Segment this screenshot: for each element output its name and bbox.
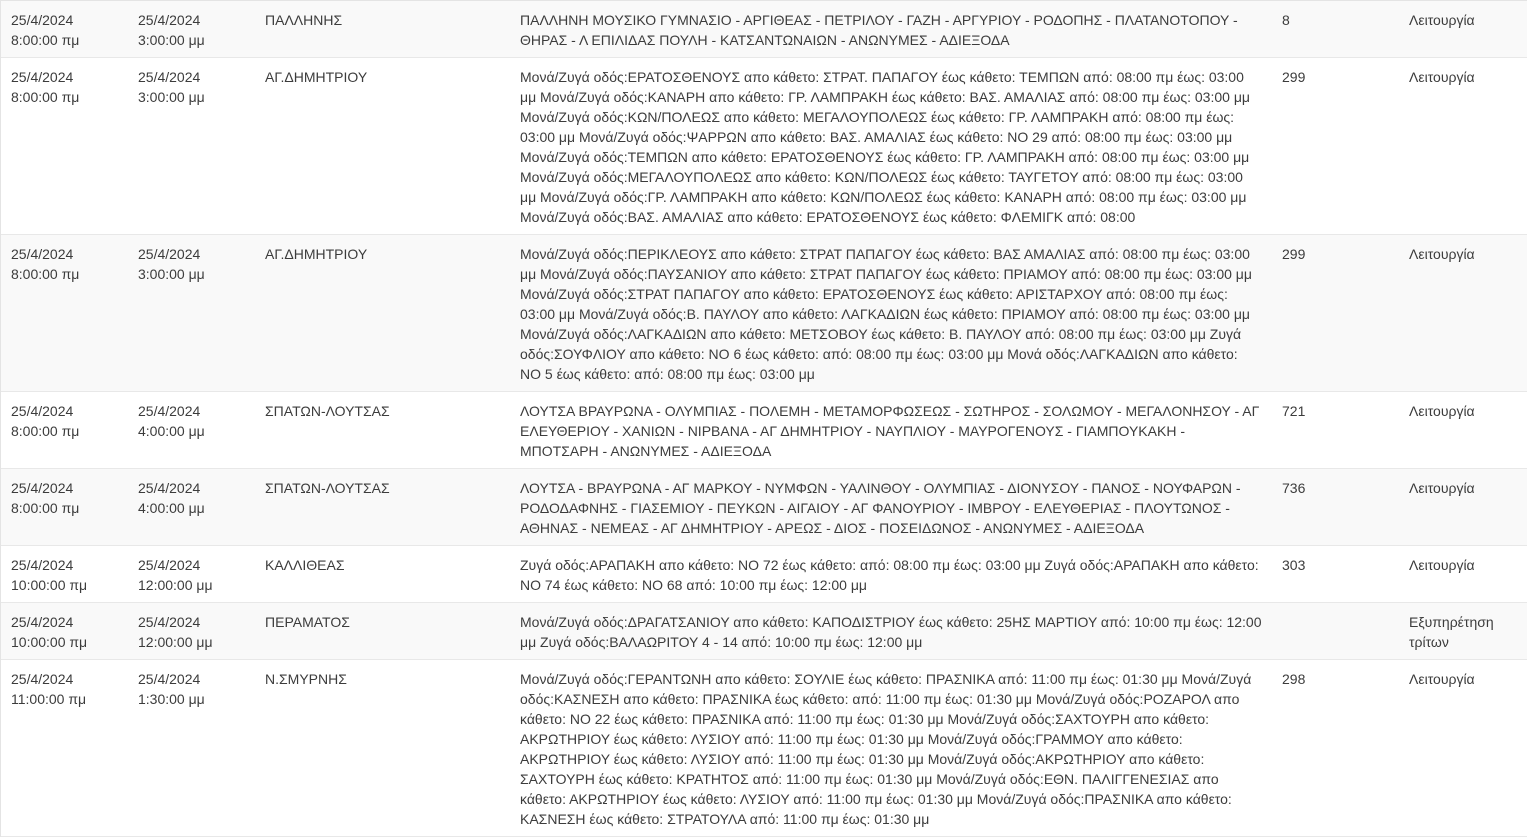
end-datetime-cell bbox=[128, 1, 255, 58]
status-cell: Λειτουργία bbox=[1399, 58, 1527, 235]
table-row bbox=[1, 392, 1527, 469]
start-datetime-cell bbox=[1, 603, 128, 660]
start-datetime-cell bbox=[1, 58, 128, 235]
end-time: 3:00:00 μμ bbox=[138, 32, 205, 48]
start-date: 25/4/2024 bbox=[11, 480, 74, 496]
table-row bbox=[1, 660, 1527, 837]
streets-cell: Μονά/Ζυγά οδός:ΔΡΑΓΑΤΣΑΝΙΟΥ απο κάθετο: ΚΑΠΟΔΙΣΤΡΙΟΥ έως κάθετο: 25ΗΣ ΜΑΡΤΙΟΥ από: 10:00 πμ έως: 12:00 μμ Ζυγά οδός:ΒΑΛΑΩΡΙΤΟΥ 4 - 14 από: 10:00 πμ έως: 12:00 μμ bbox=[510, 603, 1272, 660]
table-row bbox=[1, 546, 1527, 603]
end-date: 25/4/2024 bbox=[138, 69, 201, 85]
table-row bbox=[1, 58, 1527, 235]
end-time: 12:00:00 μμ bbox=[138, 634, 213, 650]
start-date: 25/4/2024 bbox=[11, 671, 74, 687]
table-row bbox=[1, 603, 1527, 660]
area-cell: ΑΓ.ΔΗΜΗΤΡΙΟΥ bbox=[255, 235, 510, 392]
number-cell: 8 bbox=[1272, 1, 1399, 58]
end-date: 25/4/2024 bbox=[138, 614, 201, 630]
number-cell: 721 bbox=[1272, 392, 1399, 469]
start-datetime-cell bbox=[1, 392, 128, 469]
area-cell: ΠΑΛΛΗΝΗΣ bbox=[255, 1, 510, 58]
start-datetime-cell bbox=[1, 469, 128, 546]
start-date: 25/4/2024 bbox=[11, 403, 74, 419]
status-cell: Λειτουργία bbox=[1399, 546, 1527, 603]
end-time: 1:30:00 μμ bbox=[138, 691, 205, 707]
start-datetime-cell bbox=[1, 660, 128, 837]
number-cell bbox=[1272, 603, 1399, 660]
start-time: 10:00:00 πμ bbox=[11, 634, 88, 650]
end-date: 25/4/2024 bbox=[138, 480, 201, 496]
start-date: 25/4/2024 bbox=[11, 246, 74, 262]
area-cell: ΑΓ.ΔΗΜΗΤΡΙΟΥ bbox=[255, 58, 510, 235]
number-cell: 303 bbox=[1272, 546, 1399, 603]
outage-table bbox=[1, 1, 1527, 837]
streets-cell: Μονά/Ζυγά οδός:ΠΕΡΙΚΛΕΟΥΣ απο κάθετο: ΣΤΡΑΤ ΠΑΠΑΓΟΥ έως κάθετο: ΒΑΣ ΑΜΑΛΙΑΣ από: 08:00 πμ έως: 03:00 μμ Μονά/Ζυγά οδός:ΠΑΥΣΑΝΙΟΥ απο κάθετο: ΣΤΡΑΤ ΠΑΠΑΓΟΥ έως κάθετο: ΠΡΙΑΜΟΥ από: 08:00 πμ έως: 03:00 μμ Μονά/Ζυγά οδός:ΣΤΡΑΤ ΠΑΠΑΓΟΥ απο κάθετο: ΕΡΑΤΟΣΘΕΝΟΥΣ έως κάθετο: ΑΡΙΣΤΑΡΧΟΥ από: 08:00 πμ έως: 03:00 μμ Μονά/Ζυγά οδός:Β. ΠΑΥΛΟΥ απο κάθετο: ΛΑΓΚΑΔΙΩΝ έως κάθετο: ΠΡΙΑΜΟΥ από: 08:00 πμ έως: 03:00 μμ Μονά/Ζυγά οδός:ΛΑΓΚΑΔΙΩΝ απο κάθετο: ΜΕΤΣΟΒΟΥ έως κάθετο: Β. ΠΑΥΛΟΥ από: 08:00 πμ έως: 03:00 μμ Ζυγά οδός:ΣΟΥΦΛΙΟΥ απο κάθετο: ΝΟ 6 έως κάθετο: από: 08:00 πμ έως: 03:00 μμ Μονά οδός:ΛΑΓΚΑΔΙΩΝ απο κάθετο: ΝΟ 5 έως κάθετο: από: 08:00 πμ έως: 03:00 μμ bbox=[510, 235, 1272, 392]
streets-cell: Μονά/Ζυγά οδός:ΕΡΑΤΟΣΘΕΝΟΥΣ απο κάθετο: ΣΤΡΑΤ. ΠΑΠΑΓΟΥ έως κάθετο: ΤΕΜΠΩΝ από: 08:00 πμ έως: 03:00 μμ Μονά/Ζυγά οδός:ΚΑΝΑΡΗ απο κάθετο: ΓΡ. ΛΑΜΠΡΑΚΗ έως κάθετο: ΒΑΣ. ΑΜΑΛΙΑΣ από: 08:00 πμ έως: 03:00 μμ Μονά/Ζυγά οδός:ΚΩΝ/ΠΟΛΕΩΣ απο κάθετο: ΜΕΓΑΛΟΥΠΟΛΕΩΣ έως κάθετο: ΓΡ. ΛΑΜΠΡΑΚΗ από: 08:00 πμ έως: 03:00 μμ Μονά/Ζυγά οδός:ΨΑΡΡΩΝ απο κάθετο: ΒΑΣ. ΑΜΑΛΙΑΣ έως κάθετο: ΝΟ 29 από: 08:00 πμ έως: 03:00 μμ Μονά/Ζυγά οδός:ΤΕΜΠΩΝ απο κάθετο: ΕΡΑΤΟΣΘΕΝΟΥΣ έως κάθετο: ΓΡ. ΛΑΜΠΡΑΚΗ από: 08:00 πμ έως: 03:00 μμ Μονά/Ζυγά οδός:ΜΕΓΑΛΟΥΠΟΛΕΩΣ απο κάθετο: ΚΩΝ/ΠΟΛΕΩΣ έως κάθετο: ΤΑΥΓΕΤΟΥ από: 08:00 πμ έως: 03:00 μμ Μονά/Ζυγά οδός:ΓΡ. ΛΑΜΠΡΑΚΗ απο κάθετο: ΚΩΝ/ΠΟΛΕΩΣ έως κάθετο: ΚΑΝΑΡΗ από: 08:00 πμ έως: 03:00 μμ Μονά/Ζυγά οδός:ΒΑΣ. ΑΜΑΛΙΑΣ απο κάθετο: ΕΡΑΤΟΣΘΕΝΟΥΣ έως κάθετο: ΦΛΕΜΙΓΚ από: 08:00 bbox=[510, 58, 1272, 235]
end-date: 25/4/2024 bbox=[138, 403, 201, 419]
streets-cell: ΛΟΥΤΣΑ ΒΡΑΥΡΩΝΑ - ΟΛΥΜΠΙΑΣ - ΠΟΛΕΜΗ - ΜΕΤΑΜΟΡΦΩΣΕΩΣ - ΣΩΤΗΡΟΣ - ΣΟΛΩΜΟΥ - ΜΕΓΑΛΟΝΗΣΟΥ - ΑΓ ΕΛΕΥΘΕΡΙΟΥ - ΧΑΝΙΩΝ - ΝΙΡΒΑΝΑ - ΑΓ ΔΗΜΗΤΡΙΟΥ - ΝΑΥΠΛΙΟΥ - ΜΑΥΡΟΓΕΝΟΥΣ - ΓΙΑΜΠΟΥΚΑΚΗ - ΜΠΟΤΣΑΡΗ - ΑΝΩΝΥΜΕΣ - ΑΔΙΕΞΟΔΑ bbox=[510, 392, 1272, 469]
table-row bbox=[1, 235, 1527, 392]
streets-cell: Μονά/Ζυγά οδός:ΓΕΡΑΝΤΩΝΗ απο κάθετο: ΣΟΥΛΙΕ έως κάθετο: ΠΡΑΣΝΙΚΑ από: 11:00 πμ έως: 01:30 μμ Μονά/Ζυγά οδός:ΚΑΣΝΕΣΗ απο κάθετο: ΠΡΑΣΝΙΚΑ έως κάθετο: από: 11:00 πμ έως: 01:30 μμ Μονά/Ζυγά οδός:ΡΟΖΑΡΟΛ απο κάθετο: ΝΟ 22 έως κάθετο: ΠΡΑΣΝΙΚΑ από: 11:00 πμ έως: 01:30 μμ Μονά/Ζυγά οδός:ΣΑΧΤΟΥΡΗ απο κάθετο: ΑΚΡΩΤΗΡΙΟΥ έως κάθετο: ΛΥΣΙΟΥ από: 11:00 πμ έως: 01:30 μμ Μονά/Ζυγά οδός:ΓΡΑΜΜΟΥ απο κάθετο: ΑΚΡΩΤΗΡΙΟΥ έως κάθετο: ΛΥΣΙΟΥ από: 11:00 πμ έως: 01:30 μμ Μονά/Ζυγά οδός:ΑΚΡΩΤΗΡΙΟΥ απο κάθετο: ΣΑΧΤΟΥΡΗ έως κάθετο: ΚΡΑΤΗΤΟΣ από: 11:00 πμ έως: 01:30 μμ Μονά/Ζυγά οδός:ΕΘΝ. ΠΑΛΙΓΓΕΝΕΣΙΑΣ απο κάθετο: ΑΚΡΩΤΗΡΙΟΥ έως κάθετο: ΛΥΣΙΟΥ από: 11:00 πμ έως: 01:30 μμ Μονά/Ζυγά οδός:ΠΡΑΣΝΙΚΑ απο κάθετο: ΚΑΣΝΕΣΗ έως κάθετο: ΣΤΡΑΤΟΥΛΑ από: 11:00 πμ έως: 01:30 μμ bbox=[510, 660, 1272, 837]
start-datetime-cell bbox=[1, 235, 128, 392]
start-date: 25/4/2024 bbox=[11, 614, 74, 630]
status-cell: Λειτουργία bbox=[1399, 392, 1527, 469]
status-cell: Λειτουργία bbox=[1399, 1, 1527, 58]
outage-table-body bbox=[1, 1, 1527, 837]
streets-cell: Ζυγά οδός:ΑΡΑΠΑΚΗ απο κάθετο: ΝΟ 72 έως κάθετο: από: 08:00 πμ έως: 03:00 μμ Ζυγά οδός:ΑΡΑΠΑΚΗ απο κάθετο: ΝΟ 74 έως κάθετο: ΝΟ 68 από: 10:00 πμ έως: 12:00 μμ bbox=[510, 546, 1272, 603]
end-datetime-cell bbox=[128, 392, 255, 469]
end-time: 3:00:00 μμ bbox=[138, 89, 205, 105]
status-cell: Λειτουργία bbox=[1399, 660, 1527, 837]
area-cell: Ν.ΣΜΥΡΝΗΣ bbox=[255, 660, 510, 837]
streets-cell: ΠΑΛΛΗΝΗ ΜΟΥΣΙΚΟ ΓΥΜΝΑΣΙΟ - ΑΡΓΙΘΕΑΣ - ΠΕΤΡΙΛΟΥ - ΓΑΖΗ - ΑΡΓΥΡΙΟΥ - ΡΟΔΟΠΗΣ - ΠΛΑΤΑΝΟΤΟΠΟΥ - ΘΗΡΑΣ - Λ ΕΠΙΛΙΔΑΣ ΠΟΥΛΗ - ΚΑΤΣΑΝΤΩΝΑΙΩΝ - ΑΝΩΝΥΜΕΣ - ΑΔΙΕΞΟΔΑ bbox=[510, 1, 1272, 58]
start-time: 11:00:00 πμ bbox=[11, 691, 87, 707]
end-date: 25/4/2024 bbox=[138, 246, 201, 262]
status-cell: Λειτουργία bbox=[1399, 469, 1527, 546]
number-cell: 736 bbox=[1272, 469, 1399, 546]
end-time: 4:00:00 μμ bbox=[138, 423, 205, 439]
area-cell: ΚΑΛΛΙΘΕΑΣ bbox=[255, 546, 510, 603]
start-datetime-cell bbox=[1, 546, 128, 603]
end-date: 25/4/2024 bbox=[138, 12, 201, 28]
start-time: 10:00:00 πμ bbox=[11, 577, 88, 593]
area-cell: ΣΠΑΤΩΝ-ΛΟΥΤΣΑΣ bbox=[255, 392, 510, 469]
number-cell: 298 bbox=[1272, 660, 1399, 837]
status-cell: Λειτουργία bbox=[1399, 235, 1527, 392]
start-time: 8:00:00 πμ bbox=[11, 500, 80, 516]
start-date: 25/4/2024 bbox=[11, 69, 74, 85]
end-date: 25/4/2024 bbox=[138, 671, 201, 687]
streets-cell: ΛΟΥΤΣΑ - ΒΡΑΥΡΩΝΑ - ΑΓ ΜΑΡΚΟΥ - ΝΥΜΦΩΝ - ΥΑΛΙΝΘΟΥ - ΟΛΥΜΠΙΑΣ - ΔΙΟΝΥΣΟΥ - ΠΑΝΟΣ - ΝΟΥΦΑΡΩΝ - ΡΟΔΟΔΑΦΝΗΣ - ΓΙΑΣΕΜΙΟΥ - ΠΕΥΚΩΝ - ΑΙΓΑΙΟΥ - ΑΓ ΦΑΝΟΥΡΙΟΥ - ΙΜΒΡΟΥ - ΕΛΕΥΘΕΡΙΑΣ - ΠΛΟΥΤΩΝΟΣ - ΑΘΗΝΑΣ - ΝΕΜΕΑΣ - ΑΓ ΔΗΜΗΤΡΙΟΥ - ΑΡΕΩΣ - ΔΙΟΣ - ΠΟΣΕΙΔΩΝΟΣ - ΑΝΩΝΥΜΕΣ - ΑΔΙΕΞΟΔΑ bbox=[510, 469, 1272, 546]
end-datetime-cell bbox=[128, 603, 255, 660]
end-datetime-cell bbox=[128, 546, 255, 603]
start-date: 25/4/2024 bbox=[11, 12, 74, 28]
area-cell: ΣΠΑΤΩΝ-ΛΟΥΤΣΑΣ bbox=[255, 469, 510, 546]
status-cell: Εξυπηρέτηση τρίτων bbox=[1399, 603, 1527, 660]
end-date: 25/4/2024 bbox=[138, 557, 201, 573]
start-date: 25/4/2024 bbox=[11, 557, 74, 573]
start-datetime-cell bbox=[1, 1, 128, 58]
end-time: 3:00:00 μμ bbox=[138, 266, 205, 282]
number-cell: 299 bbox=[1272, 58, 1399, 235]
table-row bbox=[1, 469, 1527, 546]
end-time: 4:00:00 μμ bbox=[138, 500, 205, 516]
start-time: 8:00:00 πμ bbox=[11, 89, 80, 105]
start-time: 8:00:00 πμ bbox=[11, 266, 80, 282]
number-cell: 299 bbox=[1272, 235, 1399, 392]
end-datetime-cell bbox=[128, 660, 255, 837]
start-time: 8:00:00 πμ bbox=[11, 423, 80, 439]
end-datetime-cell bbox=[128, 58, 255, 235]
end-time: 12:00:00 μμ bbox=[138, 577, 213, 593]
end-datetime-cell bbox=[128, 469, 255, 546]
start-time: 8:00:00 πμ bbox=[11, 32, 80, 48]
table-row bbox=[1, 1, 1527, 58]
end-datetime-cell bbox=[128, 235, 255, 392]
area-cell: ΠΕΡΑΜΑΤΟΣ bbox=[255, 603, 510, 660]
